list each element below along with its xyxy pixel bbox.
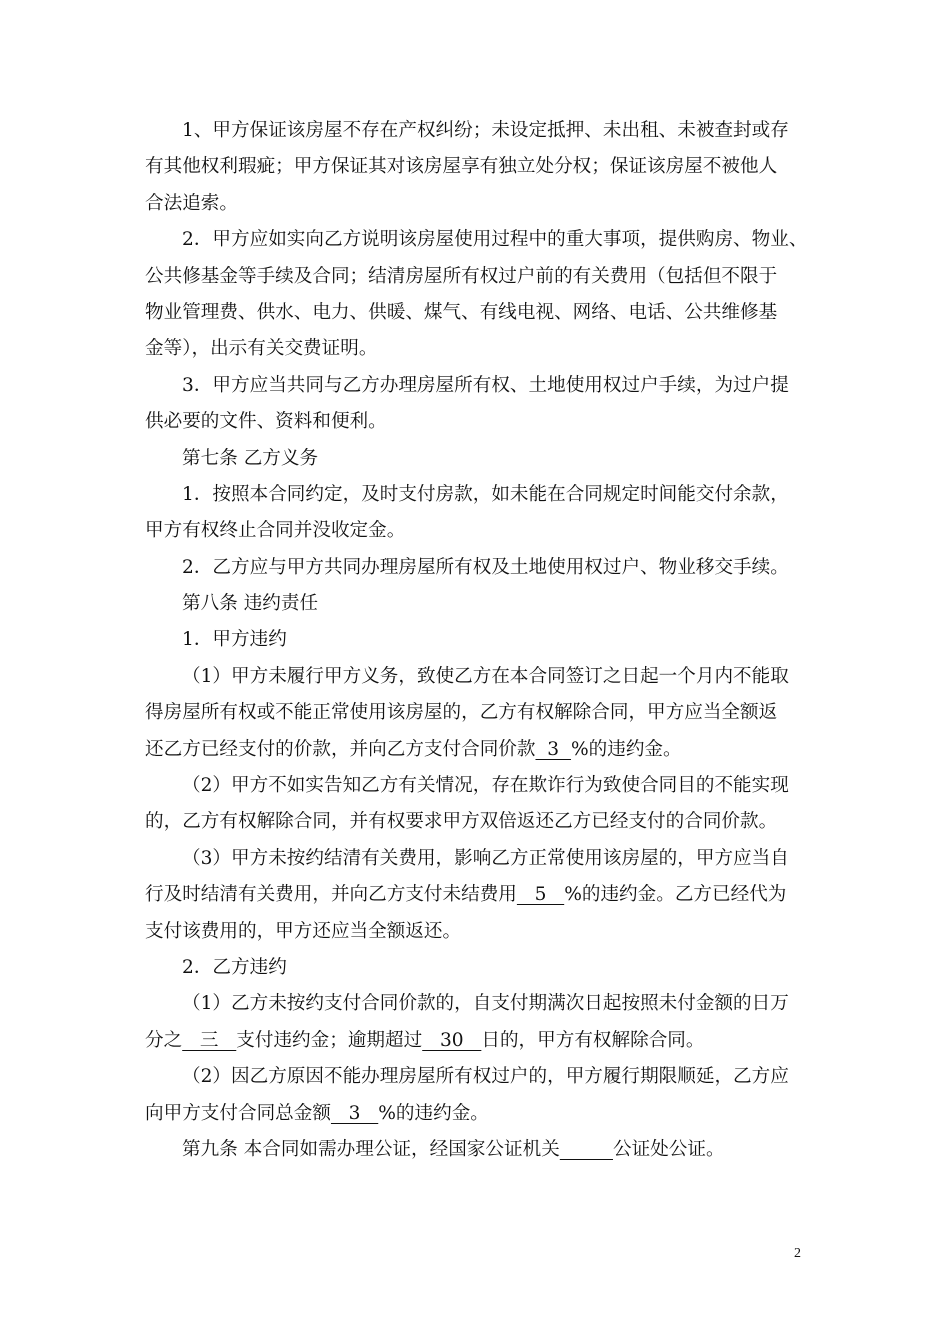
text-line (145, 877, 813, 913)
line-text-before: 行及时结清有关费用，并向乙方支付未结费用 (145, 884, 517, 906)
line-text-after: %的违约金。乙方已经代为 (564, 884, 787, 906)
fill-in-blank: 3 (330, 1102, 379, 1124)
text-line: 物业管理费、供水、电力、供暖、煤气、有线电视、网络、电话、公共维修基 (145, 301, 778, 323)
text-line (145, 1096, 813, 1132)
text-line: 3．甲方应当共同与乙方办理房屋所有权、土地使用权过户手续，为过户提 (182, 374, 789, 396)
line-text-after: 日的，甲方有权解除合同。 (481, 1029, 705, 1051)
text-line: 2．乙方应与甲方共同办理房屋所有权及土地使用权过户、物业移交手续。 (182, 556, 789, 578)
text-line: 合法追索。 (145, 192, 238, 214)
line-text-before: 向甲方支付合同总金额 (145, 1102, 331, 1124)
text-line: 1、甲方保证该房屋不存在产权纠纷；未设定抵押、未出租、未被查封或存 (182, 120, 789, 141)
section-heading: 第七条 乙方义务 (182, 447, 319, 469)
fill-in-blank: 5 (516, 884, 565, 906)
line-text-after: 公证处公证。 (613, 1138, 725, 1160)
text-line: 的，乙方有权解除合同，并有权要求甲方双倍返还乙方已经支付的合同价款。 (145, 811, 778, 833)
text-line: 有其他权利瑕疵；甲方保证其对该房屋享有独立处分权；保证该房屋不被他人 (145, 156, 778, 178)
section-heading: 第八条 违约责任 (182, 593, 319, 615)
text-line (145, 1132, 813, 1168)
line-text-after: %的违约金。 (570, 738, 682, 760)
text-line: 2．甲方应如实向乙方说明该房屋使用过程中的重大事项，提供购房、物业、 (182, 229, 808, 251)
line-text-middle: 支付违约金；逾期超过 (236, 1029, 423, 1051)
text-line: 1．按照本合同约定，及时支付房款，如未能在合同规定时间能交付余款， (182, 483, 789, 505)
line-text-after: %的违约金。 (378, 1102, 489, 1124)
text-line (145, 1023, 813, 1059)
text-line: （2）因乙方原因不能办理房屋所有权过户的，甲方履行期限顺延，乙方应 (182, 1066, 789, 1088)
text-line: （3）甲方未按约结清有关费用，影响乙方正常使用该房屋的，甲方应当自 (182, 847, 789, 869)
text-line: （2）甲方不如实告知乙方有关情况，存在欺诈行为致使合同目的不能实现 (182, 775, 789, 797)
subsection-heading: 1．甲方违约 (182, 629, 287, 651)
fill-in-blank: 三 (182, 1029, 237, 1051)
text-line: （1）甲方未履行甲方义务，致使乙方在本合同签订之日起一个月内不能取 (182, 665, 789, 687)
text-line: 甲方有权终止合同并没收定金。 (145, 520, 406, 542)
text-line: 公共修基金等手续及合同；结清房屋所有权过户前的有关费用（包括但不限于 (145, 265, 778, 287)
line-text-before: 还乙方已经支付的价款，并向乙方支付合同价款 (145, 738, 536, 760)
fill-in-blank: 3 (535, 738, 571, 760)
text-line: 支付该费用的，甲方还应当全额返还。 (145, 920, 462, 942)
text-line (145, 732, 813, 768)
text-line: （1）乙方未按约支付合同价款的，自支付期满次日起按照未付金额的日万 (182, 993, 789, 1015)
fill-in-blank (560, 1139, 613, 1160)
document-body (145, 113, 813, 1168)
line-text-before: 分之 (145, 1029, 183, 1051)
subsection-heading: 2．乙方违约 (182, 956, 287, 978)
page-number: 2 (794, 1246, 801, 1261)
text-line: 金等），出示有关交费证明。 (145, 338, 378, 360)
line-text-before: 第九条 本合同如需办理公证，经国家公证机关 (182, 1138, 560, 1160)
text-line: 得房屋所有权或不能正常使用该房屋的，乙方有权解除合同，甲方应当全额返 (145, 702, 778, 724)
text-line: 供必要的文件、资料和便利。 (145, 411, 387, 433)
fill-in-blank: 30 (422, 1029, 482, 1051)
